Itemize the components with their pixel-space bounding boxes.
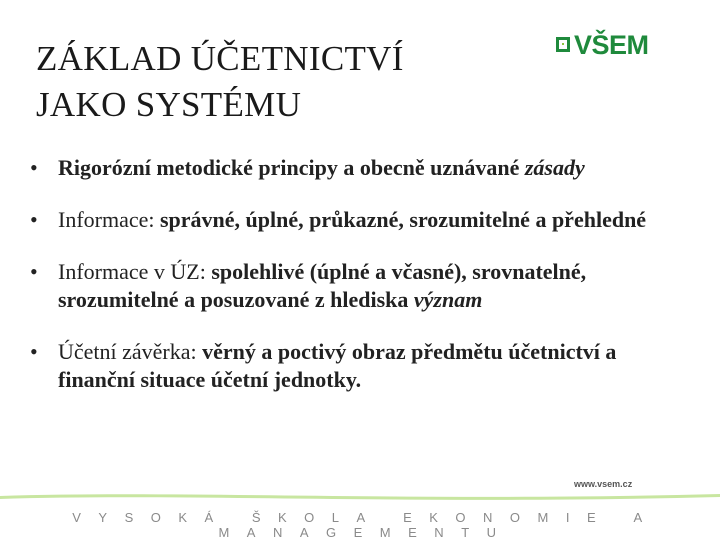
footer-school-name: VYSOKÁ ŠKOLA EKONOMIE A MANAGEMENTU — [72, 510, 660, 540]
bullet-item — [30, 258, 670, 314]
bullet-text-part: Informace: — [58, 207, 160, 232]
bullet-text-part: zásady — [524, 155, 585, 180]
bullet-item — [30, 154, 670, 182]
slide-title — [36, 36, 516, 128]
title-line-2: JAKO SYSTÉMU — [36, 85, 302, 124]
footer-url: www.vsem.cz — [574, 479, 633, 489]
logo-mark-icon — [554, 35, 572, 54]
logo-text: VŠEM — [574, 30, 649, 60]
bullet-item — [30, 206, 670, 234]
bullet-text-part: spolehlivé (úplné a včasné), srovnatelné, srozumitelné a posuzované z hlediska — [58, 259, 587, 312]
bullet-dot-icon: • — [30, 207, 38, 232]
bullet-item — [30, 338, 670, 394]
bullet-text-part: Informace v ÚZ: — [58, 259, 212, 284]
bullet-list — [30, 154, 670, 418]
bullet-dot-icon: • — [30, 155, 38, 180]
bullet-dot-icon: • — [30, 259, 38, 284]
footer-swoosh — [0, 488, 720, 504]
bullet-text-part: význam — [413, 287, 483, 312]
bullet-dot-icon: • — [30, 339, 38, 364]
bullet-text-part: Rigorózní metodické principy a obecně uznávané — [58, 155, 525, 180]
bullet-text-part: správné, úplné, průkazné, srozumitelné a přehledné — [160, 207, 647, 232]
bullet-text-part: Účetní závěrka: — [58, 339, 203, 364]
vsem-logo — [554, 32, 650, 60]
title-line-1: ZÁKLAD ÚČETNICTVÍ — [36, 39, 404, 78]
bullet-text-part: věrný a poctivý obraz předmětu účetnictví a finanční situace účetní jednotky. — [58, 339, 617, 392]
